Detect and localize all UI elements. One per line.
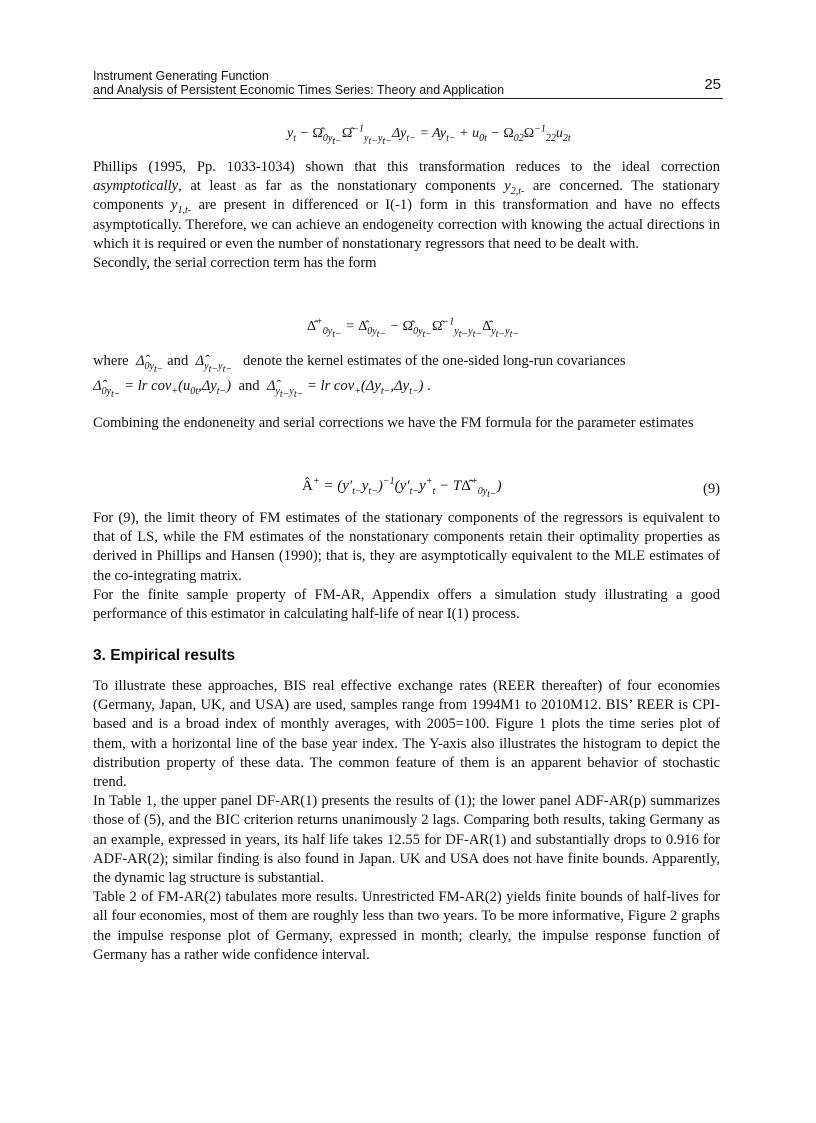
text-p7: To illustrate these approaches, BIS real effective exchange rates (REER thereafter) of four economies (Germany, Japan, UK, and USA) are used, samples range from 1994M1 to 2010M12. BIS’ REER is CPI-based and is a broad index of monthly averages, with 2005=100. Figure 1 plots the time series plot of them, with a horizontal line of the base year index. The Y-axis also illustrates the histogram to depict the distribution property of these data. The common feature of them is an apparent behavior of stochastic trend. <box>93 678 720 791</box>
text-p8: In Table 1, the upper panel DF-AR(1) presents the results of (1); the lower panel ADF-AR(p) summarizes those of (5), and the BIC criterion returns unanimously 2 lags. Comparing both results, taking Germany as an example, expressed in years, its half life takes 12.55 for DF-AR(1) and substantially drops to 0.916 for ADF-AR(2); similar finding is also found in Japan. UK and USA does not have finite bounds. Apparently, the dynamic lag structure is substantial. <box>93 793 720 887</box>
header-line-2: and Analysis of Persistent Economic Times Series: Theory and Application <box>93 83 505 97</box>
text-p5: For (9), the limit theory of FM estimates of the stationary components of the regressors is equivalent to that of LS, while the FM estimates of the nonstationary components retain their optimality properties as derived in Phillips and Hansen (1990); that is, they are asymptotically equivalent to the MLE estimates of the co-integrating matrix. <box>93 510 720 584</box>
page-number: 25 <box>704 76 721 93</box>
text-p1b-end: are concerned. The <box>532 178 654 195</box>
equation-transformation: $y_t$ − $\Omegâ_{0y_{t-}}\Omegâ^{-1}_{y_{t-}y_{t-}}\Delta y_{t-} = Ay_{t-} + u_{0t} - \Omega_{02}\Omega^{-1}_{22}u_{2t}$ <box>287 123 571 147</box>
text-p9: Table 2 of FM-AR(2) tabulates more results. Unrestricted FM-AR(2) yields finite bounds of half-lives for all four economies, most of them are roughly less than two years. To be more informative, Figure 2 graphs the impulse response plot of Germany, expressed in month; clearly, the impulse response function of Germany has a rather wide confidence interval. <box>93 889 720 963</box>
var-y2t: $y_{2,t-}$ <box>504 178 525 198</box>
equation-delta-0y: $\Deltâ_{0y_{t-}}$ = lr $cov_+(u_{0t},\Delta y_{t-})$ <box>93 378 232 401</box>
paragraph-serial: Secondly, the serial correction term has the form <box>93 255 377 272</box>
text-asymptotically: asymptotically <box>93 178 179 195</box>
text-where: where <box>93 353 129 369</box>
text-kernel-estimates: denote the kernel estimates of the one-sided long-run covariances <box>243 353 626 369</box>
equation-number-9: (9) <box>702 481 720 497</box>
text-p1a: Phillips (1995, Pp. 1033-1034) shown that this transformation reduces to the ideal correction <box>93 159 720 175</box>
paragraph-combining <box>93 414 720 433</box>
section-empirical-body <box>93 677 720 965</box>
equation-serial-correction: $\Deltâ^+_{0y_{t-}}$ = $\Deltâ_{0y_{t-}}$ − $\Omegâ_{0y_{t-}}\Omegâ^{-1}_{y_{t-}y_{t-}}\Deltâ_{y_{t-}y_{t-}}$ <box>307 316 520 340</box>
paragraph-limit-theory <box>93 509 720 624</box>
text-p6: For the finite sample property of FM-AR, Appendix offers a simulation study illustrating a good performance of this estimator in calculating half-life of near I(1) process. <box>93 586 720 623</box>
equation-fm-formula: Â+ = $(y'_{t-}y_{t-})^{-1}(y'_{t-}y^+_t$ − $T\Deltâ^+_{0y_{t-}}$) <box>302 476 502 500</box>
paragraph-phillips <box>93 158 720 273</box>
paragraph-where: where $\Deltâ_{0y_{t-}}$ and $\Deltâ_{y_{t-}y_{t-}}$ denote the kernel estimates of the one-sided long-run covariances $\Deltâ_{0y_{t-}}$ = lr $cov_+(u_{0t},\Delta y_{t-})$ and $\Deltâ_{y_{t-}y_{t-}}$ = lr $cov_+(\Delta y_{t-},\Delta y_{t-})$ . <box>93 353 626 401</box>
text-and: and <box>167 353 189 369</box>
running-header <box>93 69 723 97</box>
section-title: 3. Empirical results <box>93 647 236 664</box>
text-p1c: stationary components <box>93 178 720 214</box>
equation-delta-yy: $\Deltâ_{y_{t-}y_{t-}}$ = lr $cov_+(\Delta y_{t-},\Delta y_{t-})$ <box>266 378 424 401</box>
text-p1c-rest: are present in differenced or I(-1) form in this transformation and have no effects asymptotically. Therefore, we can achieve an endogeneity correction with knowing the actual directions in which it is required or even the number of nonstationary regressors that need to be dealt with. <box>93 197 721 252</box>
text-p4: Combining the endoneneity and serial corrections we have the FM formula for the parameter estimates <box>93 415 694 431</box>
text-p1b: , at least as far as the nonstationary components <box>178 178 496 195</box>
header-line-1: Instrument Generating Function <box>93 69 269 83</box>
text-and-2: and <box>238 378 260 395</box>
var-y1t: $y_{1,t-}$ <box>170 197 192 217</box>
header-rule <box>93 98 723 99</box>
